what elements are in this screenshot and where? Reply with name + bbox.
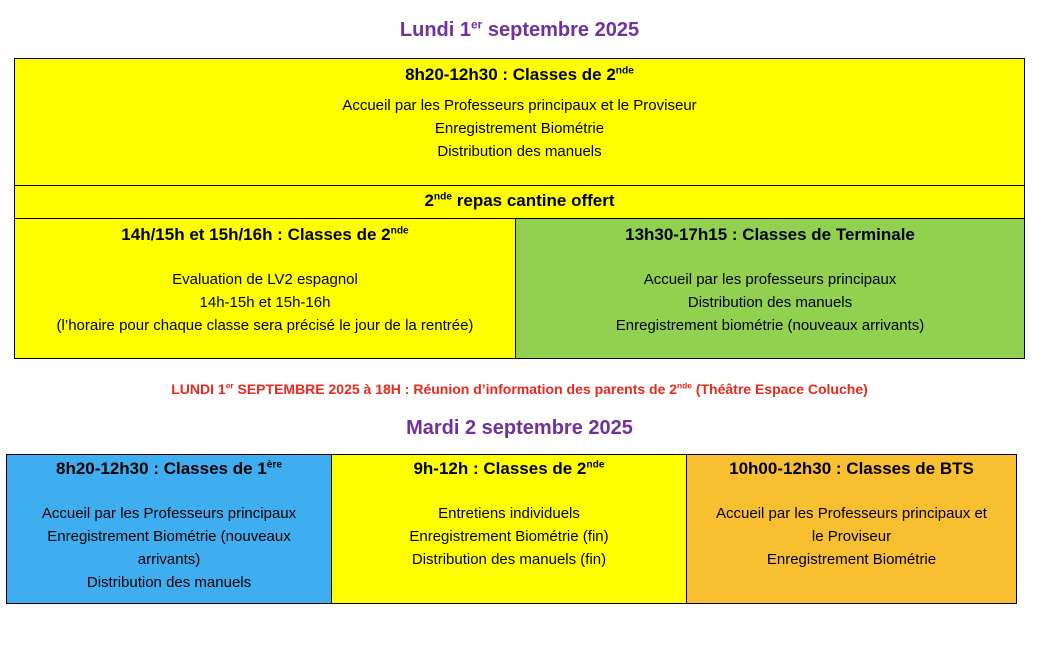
day2-col3-body	[687, 502, 1016, 571]
day2-col3-line: le Proviseur	[811, 528, 892, 545]
day2-col1-body	[7, 502, 331, 594]
day1-afternoon-left-line: (l’horaire pour chaque classe sera précisé le jour de la rentrée)	[56, 317, 474, 334]
day2-col1-line: Accueil par les Professeurs principaux	[41, 505, 297, 522]
day1-morning-line: Enregistrement Biométrie	[434, 120, 605, 137]
day1-morning-line: Accueil par les Professeurs principaux et le Proviseur	[342, 97, 697, 114]
day1-afternoon-right-line: Accueil par les professeurs principaux	[643, 271, 897, 288]
day1-afternoon-left-line: Evaluation de LV2 espagnol	[172, 271, 358, 288]
day1-afternoon-left	[14, 218, 516, 359]
day2-col3-title: 10h00-12h30 : Classes de BTS	[729, 459, 974, 478]
day2-col2-line: Entretiens individuels	[438, 505, 580, 522]
day1-afternoon-right	[515, 218, 1025, 359]
day2-col1-line: Distribution des manuels	[86, 574, 252, 591]
day2-col1	[6, 454, 332, 604]
day1-afternoon-right-line: Enregistrement biométrie (nouveaux arrivants)	[615, 317, 925, 334]
day1-title: Lundi 1er septembre 2025	[399, 17, 640, 41]
day1-afternoon-right-line: Distribution des manuels	[687, 294, 853, 311]
day2-col1-line: arrivants)	[137, 551, 201, 568]
day1-afternoon-left-line: 14h-15h et 15h-16h	[199, 294, 331, 311]
day1-morning-line: Distribution des manuels	[437, 143, 602, 160]
day1-afternoon-left-body	[15, 268, 515, 337]
day1-afternoon-right-title: 13h30-17h15 : Classes de Terminale	[625, 225, 915, 244]
day2-col1-title: 8h20-12h30 : Classes de 1ère	[55, 459, 283, 478]
day1-morning-title: 8h20-12h30 : Classes de 2nde	[405, 65, 634, 84]
day1-afternoon-right-body	[516, 268, 1024, 337]
day2-title: Mardi 2 septembre 2025	[406, 417, 633, 439]
day2-col2-line: Enregistrement Biométrie (fin)	[409, 528, 609, 545]
parents-meeting-notice: LUNDI 1er SEPTEMBRE 2025 à 18H : Réunion d’information des parents de 2nde (Théâtre Espace Coluche)	[171, 380, 868, 397]
day2-col2-line: Distribution des manuels (fin)	[411, 551, 607, 568]
day1-morning-body	[15, 94, 1024, 163]
day1-lunch-row: 2nde repas cantine offert	[14, 185, 1025, 219]
day2-col2-body	[332, 502, 686, 571]
day2-col2-title: 9h-12h : Classes de 2nde	[413, 459, 605, 478]
day2-col2	[331, 454, 687, 604]
day2-col1-line: Enregistrement Biométrie (nouveaux	[47, 528, 291, 545]
day1-morning-block	[14, 58, 1025, 186]
day1-afternoon-left-title: 14h/15h et 15h/16h : Classes de 2nde	[121, 225, 409, 244]
day2-col3-line: Enregistrement Biométrie	[766, 551, 937, 568]
day2-col3-line: Accueil par les Professeurs principaux et	[716, 505, 987, 522]
day2-col3	[686, 454, 1017, 604]
